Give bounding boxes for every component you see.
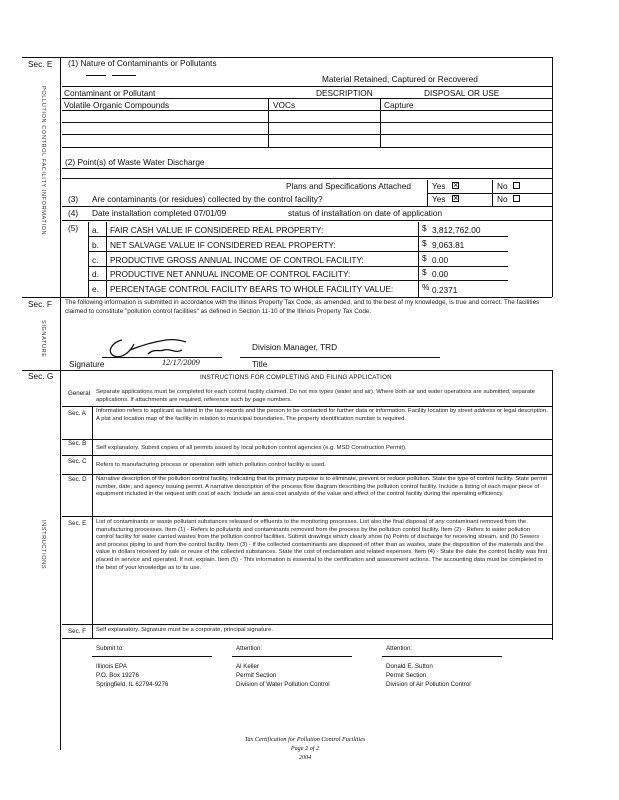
instr-sec-a-text: Information refers to applicant as listed in the tax records and the person to be contacted for further data or information. Facility location by street address or legal description. A plat and location map of the facility in relation to municipal boundaries. The property identification number is required.: [96, 408, 548, 422]
attention2-label: Attention:: [386, 645, 413, 652]
line-a-letter: a.: [92, 225, 99, 235]
signature-label: Signature: [69, 359, 105, 369]
instr-sec-d-text: Narrative description of the pollution control facility, indicating that its primary purpose is to eliminate, prevent or reduce pollution. State the type of control facility. State permit number, date, and agency issuing permit. A narrative description of the process flow diagram describing the pollution control facility. Include a listing of each major piece of equipment included in the request with cost of each. Include an area cost analysis of the value and effect of the control facility during the operating efficiency.: [96, 476, 547, 498]
general-label: General: [68, 390, 91, 397]
general-text: Separate applications must be completed for each control facility claimed. Do not mix types (water and air). Where both air and water operations are submitted, separate applications. If attachments are required, reference such by page numbers.: [96, 389, 536, 403]
item4-status: status of installation on date of application: [288, 208, 443, 218]
col-description: DESCRIPTION: [316, 88, 373, 98]
sec-e-label: Sec. E: [28, 59, 53, 69]
item4-text: Date installation completed 07/01/09: [92, 208, 227, 218]
item1-title: (1) Nature of Contaminants or Pollutants: [68, 58, 217, 68]
instr-sec-b-text: Self explanatory. Submit copies of all permits issued by local pollution control agencies (e.g. MSD Construction Permit).: [96, 445, 407, 451]
attention2-line-1: Donald E. Sutton: [386, 663, 433, 670]
footer-page: Page 2 of 2: [290, 745, 320, 752]
footer-year: 2004: [298, 754, 312, 761]
attention1-line-1: Al Keller: [236, 663, 260, 670]
line-c-letter: c.: [92, 255, 99, 265]
submit-to-label: Submit to:: [96, 645, 124, 652]
line-d-dollar: $: [422, 267, 427, 277]
instr-sec-e-label: Sec. E: [68, 520, 87, 527]
instr-sec-d-label: Sec. D: [68, 476, 87, 483]
line-d-label: PRODUCTIVE NET ANNUAL INCOME OF CONTROL FACILITY:: [110, 269, 351, 279]
line-b-value: 9,063.81: [432, 240, 465, 250]
instructions-heading: INSTRUCTIONS FOR COMPLETING AND FILING APPLICATION: [200, 374, 392, 381]
attention2-line-3: Division of Air Pollution Control: [386, 681, 471, 688]
collected-no-label: No: [497, 194, 508, 204]
instr-sec-b-label: Sec. B: [68, 440, 87, 447]
line-c-dollar: $: [422, 253, 427, 263]
line-e-letter: e.: [92, 284, 99, 294]
attention2-line-2: Permit Section: [386, 672, 427, 679]
collected-yes-checkbox[interactable]: [452, 195, 459, 202]
col-disposal: DISPOSAL OR USE: [424, 88, 500, 98]
line-c-value: 0.00: [432, 255, 449, 265]
line-a-value: 3,812,762.00: [432, 225, 481, 235]
sec-e-side-text: POLLUTION CONTROL FACILITY INFORMATION: [40, 86, 46, 236]
item5-num: (5): [68, 223, 79, 233]
item4-num: (4): [68, 208, 79, 218]
submit-line-2: P.O. Box 19276: [96, 672, 139, 679]
material-header: Material Retained, Captured or Recovered: [322, 74, 478, 84]
sec-g-label: Sec. G: [28, 371, 54, 381]
plans-yes-checkbox[interactable]: [452, 182, 459, 189]
instr-sec-c-label: Sec. C: [68, 458, 87, 465]
line-b-letter: b.: [92, 240, 99, 250]
instr-sec-f-text: Self explanatory. Signature must be a corporate, principal signature.: [96, 627, 274, 633]
plans-no-checkbox[interactable]: [513, 182, 520, 189]
row1-contaminant: Volatile Organic Compounds: [64, 100, 170, 110]
line-b-label: NET SALVAGE VALUE IF CONSIDERED REAL PROPERTY:: [110, 240, 336, 250]
attention1-line-2: Permit Section: [236, 672, 277, 679]
attention1-label: Attention:: [236, 645, 263, 652]
line-e-label: PERCENTAGE CONTROL FACILITY BEARS TO WHOLE FACILITY VALUE:: [110, 284, 394, 294]
instr-sec-e-text: List of contaminants or waste pollutant substances released or effluents to the monitoring processes. List also the final disposal of any contaminant removed from the manufacturing processes. Item (1) - Refers to pollutants and contaminants removed from the process by the pollution control facility. Item (2) - Refers to water pollution control facility for water carried wastes from the pollution control facilities. Submit drawings which clearly show (a) Points of discharge for receiving stream, and (b) Sewers and process piping to and from the control facility. Item (3) - If the collected contaminants are disposed of other than as wastes, state the disposition of the materials and the value in dollars received by sale or reuse of the collected substances. State the cost of reclamation and related expenses. Item (4) - State the date the control facility was first placed in service and operated. If not, explain. Item (5) - This information is essential to the certification and assessment actions. The accounting data must be completed to the best of your knowledge as to its use.: [96, 519, 548, 571]
item3-text: Are contaminants (or residues) collected by the control facility?: [92, 194, 323, 204]
footer-title: Tax Certification for Pollution Control Facilities: [244, 736, 366, 743]
col-contaminant: Contaminant or Pollutant: [64, 88, 156, 98]
sec-f-label: Sec. F: [28, 299, 52, 309]
row1-description: VOCs: [273, 100, 296, 110]
line-a-dollar: $: [422, 223, 427, 233]
plans-no-label: No: [497, 181, 508, 191]
sec-f-side-text: SIGNATURE: [40, 320, 46, 358]
line-d-letter: d.: [92, 269, 99, 279]
plans-label: Plans and Specifications Attached: [286, 181, 411, 191]
instr-sec-c-text: Refers to manufacturing process or operation with which pollution control facility is used.: [96, 462, 326, 468]
certification-text: The following information is submitted in accordance with the Illinois Property Tax Code, as amended, and to the best of my knowledge, is true and correct. The facilities claimed to constitute "pollution control facilities" as defined in Section 11-10 of the Illinois Property Tax Code.: [65, 299, 540, 315]
attention1-line-3: Division of Water Pollution Control: [236, 681, 330, 688]
line-e-value: 0.2371: [432, 285, 458, 295]
signer-title: Division Manager, TRD: [252, 342, 338, 352]
title-label: Title: [252, 359, 268, 369]
instr-sec-a-label: Sec. A: [68, 410, 86, 417]
submit-line-3: Springfield, IL 62794-9276: [96, 681, 169, 688]
line-d-value: 0.00: [432, 269, 449, 279]
signature-date: 12/17/2009: [162, 358, 200, 367]
plans-yes-label: Yes: [432, 181, 446, 191]
sec-g-side-text: INSTRUCTIONS: [40, 520, 46, 570]
line-c-label: PRODUCTIVE GROSS ANNUAL INCOME OF CONTROL FACILITY:: [110, 255, 364, 265]
submit-line-1: Illinois EPA: [96, 663, 127, 670]
item2-title: (2) Point(s) of Waste Water Discharge: [65, 157, 205, 167]
instr-sec-f-label: Sec. F: [68, 628, 86, 635]
row1-disposal: Capture: [384, 100, 414, 110]
item3-num: (3): [68, 194, 79, 204]
line-a-label: FAIR CASH VALUE IF CONSIDERED REAL PROPERTY:: [110, 225, 324, 235]
collected-no-checkbox[interactable]: [513, 195, 520, 202]
collected-yes-label: Yes: [432, 194, 446, 204]
line-b-dollar: $: [422, 238, 427, 248]
line-e-percent: %: [422, 282, 430, 292]
